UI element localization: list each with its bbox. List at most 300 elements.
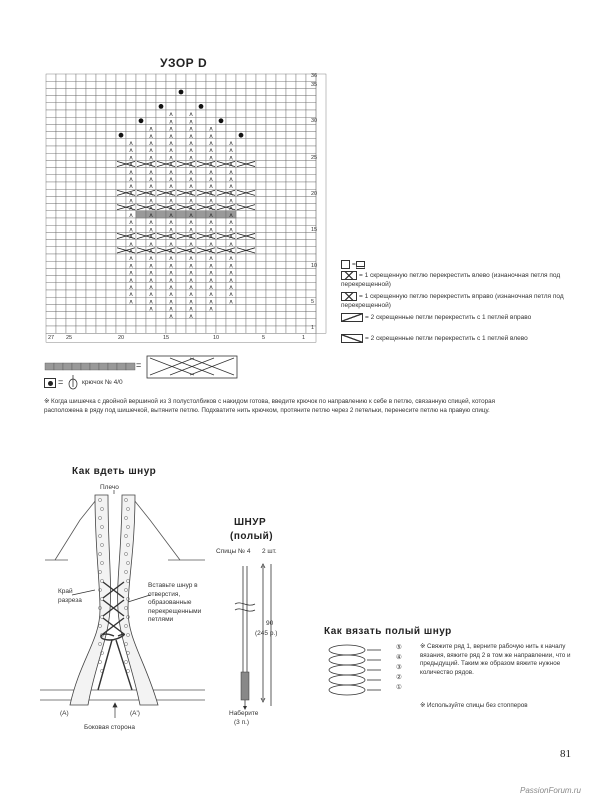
chart-cell: [96, 110, 106, 117]
chart-cell: [56, 319, 66, 326]
chart-cell: [126, 96, 136, 103]
col-label-20: 20: [118, 335, 125, 341]
twisted-stitch-mark: ᴧ: [149, 255, 153, 263]
chart-cell: [216, 319, 226, 326]
chart-cell: [56, 139, 66, 146]
chart-cell: [66, 225, 76, 232]
twisted-stitch-mark: ᴧ: [129, 262, 133, 270]
chart-cell: [66, 74, 76, 81]
chart-cell: [266, 175, 276, 182]
twisted-stitch-mark: ᴧ: [229, 219, 233, 227]
chart-cell: [196, 290, 206, 297]
chart-cell: [96, 81, 106, 88]
chart-cell: [286, 290, 296, 297]
chart-cell: [216, 139, 226, 146]
chart-cell: [66, 103, 76, 110]
chart-cell: [206, 326, 216, 333]
chart-cell: [56, 204, 66, 211]
twisted-stitch-mark: ᴧ: [149, 204, 153, 212]
chart-cell: [136, 168, 146, 175]
chart-cell: [116, 74, 126, 81]
chart-cell: [56, 124, 66, 131]
chart-cell: [66, 283, 76, 290]
chart-cell: [246, 88, 256, 95]
chart-cell: [86, 312, 96, 319]
chart-cell: [276, 319, 286, 326]
chart-cell: [126, 103, 136, 110]
chart-cell: [306, 175, 316, 182]
twisted-stitch-mark: ᴧ: [209, 219, 213, 227]
gray-cell: [196, 211, 206, 218]
chart-cell: [66, 117, 76, 124]
chart-cell: [246, 268, 256, 275]
chart-cell: [276, 254, 286, 261]
chart-cell: [76, 103, 86, 110]
chart-cell: [296, 124, 306, 131]
chart-cell: [106, 319, 116, 326]
chart-cell: [236, 240, 246, 247]
chart-cell: [236, 225, 246, 232]
chart-cell: [76, 283, 86, 290]
twisted-stitch-mark: ᴧ: [149, 248, 153, 255]
chart-cell: [116, 117, 126, 124]
chart-cell: [306, 182, 316, 189]
twisted-stitch-mark: ᴧ: [169, 176, 173, 183]
band-cell: [45, 363, 54, 370]
chart-cell: [286, 326, 296, 333]
chart-cell: [76, 160, 86, 167]
chart-cell: [196, 240, 206, 247]
chart-cell: [96, 204, 106, 211]
chart-cell: [266, 319, 276, 326]
chart-cell: [236, 290, 246, 297]
chart-cell: [116, 319, 126, 326]
chart-cell: [286, 139, 296, 146]
chart-cell: [226, 110, 236, 117]
twisted-stitch-mark: ᴧ: [189, 255, 193, 263]
legend-eq: =: [352, 261, 356, 269]
chart-cell: [296, 139, 306, 146]
chart-cell: [236, 88, 246, 95]
chart-cell: [86, 175, 96, 182]
chart-cell: [176, 326, 186, 333]
chart-cell: [236, 312, 246, 319]
chart-cell: [136, 304, 146, 311]
chart-cell: [276, 175, 286, 182]
chart-cell: [286, 168, 296, 175]
twisted-stitch-mark: ᴧ: [169, 305, 173, 313]
chart-cell: [286, 304, 296, 311]
chart-cell: [126, 326, 136, 333]
twisted-stitch-mark: ᴧ: [129, 154, 133, 162]
twisted-stitch-mark: ᴧ: [209, 190, 213, 198]
chart-cell: [216, 312, 226, 319]
chart-cell: [266, 276, 276, 283]
chart-cell: [86, 196, 96, 203]
chart-cell: [286, 312, 296, 319]
chart-cell: [56, 103, 66, 110]
chart-cell: [196, 276, 206, 283]
row-label-25: 25: [311, 155, 318, 161]
twisted-stitch-mark: ᴧ: [209, 183, 213, 191]
twisted-stitch-mark: ᴧ: [169, 291, 173, 299]
twisted-stitch-mark: ᴧ: [129, 168, 133, 176]
twisted-stitch-mark: ᴧ: [129, 176, 133, 183]
chart-cell: [256, 168, 266, 175]
cord-cast-on-count: (3 п.): [234, 719, 250, 726]
chart-cell: [306, 312, 316, 319]
twisted-stitch-mark: ᴧ: [229, 248, 233, 255]
chart-cell: [66, 211, 76, 218]
chart-cell: [236, 297, 246, 304]
twisted-stitch-mark: ᴧ: [209, 226, 213, 234]
hollow-row-2: ②: [396, 674, 402, 681]
chart-cell: [276, 290, 286, 297]
hollow-row-4: ④: [396, 654, 402, 661]
chart-cell: [156, 182, 166, 189]
chart-cell: [206, 103, 216, 110]
chart-cell: [276, 81, 286, 88]
chart-cell: [306, 103, 316, 110]
chart-cell: [126, 312, 136, 319]
chart-cell: [86, 153, 96, 160]
chart-cell: [76, 96, 86, 103]
twisted-stitch-mark: ᴧ: [169, 312, 173, 320]
twisted-stitch-mark: ᴧ: [169, 183, 173, 191]
chart-cell: [136, 74, 146, 81]
twisted-stitch-mark: ᴧ: [189, 219, 193, 227]
chart-cell: [276, 261, 286, 268]
row-label-36: 36: [311, 73, 318, 79]
chart-cell: [266, 283, 276, 290]
chart-cell: [106, 153, 116, 160]
chart-cell: [306, 290, 316, 297]
chart-cell: [156, 283, 166, 290]
chart-cell: [256, 283, 266, 290]
twisted-stitch-mark: ᴧ: [169, 255, 173, 263]
chart-cell: [66, 88, 76, 95]
twisted-stitch-mark: ᴧ: [229, 147, 233, 155]
chart-cell: [116, 326, 126, 333]
twisted-stitch-mark: ᴧ: [189, 140, 193, 147]
twisted-stitch-mark: ᴧ: [149, 226, 153, 234]
chart-cell: [76, 88, 86, 95]
twisted-stitch-mark: ᴧ: [209, 276, 213, 284]
chart-cell: [86, 326, 96, 333]
chart-cell: [276, 96, 286, 103]
chart-cell: [266, 268, 276, 275]
chart-cell: [256, 211, 266, 218]
chart-cell: [46, 276, 56, 283]
chart-cell: [126, 319, 136, 326]
chart-cell: [146, 110, 156, 117]
chart-cell: [256, 182, 266, 189]
chart-cell: [46, 196, 56, 203]
chart-cell: [136, 283, 146, 290]
twisted-stitch-mark: ᴧ: [129, 197, 133, 205]
chart-cell: [56, 196, 66, 203]
chart-cell: [296, 290, 306, 297]
chart-cell: [176, 319, 186, 326]
knitting-chart: [40, 72, 330, 347]
band-cell: [108, 363, 117, 370]
chart-cell: [76, 225, 86, 232]
chart-cell: [306, 247, 316, 254]
chart-cell: [76, 175, 86, 182]
chart-cell: [106, 326, 116, 333]
chart-cell: [246, 304, 256, 311]
chart-cell: [246, 254, 256, 261]
twisted-stitch-mark: ᴧ: [129, 204, 133, 212]
chart-cell: [106, 204, 116, 211]
chart-cell: [246, 297, 256, 304]
twisted-stitch-mark: ᴧ: [169, 233, 173, 241]
twisted-stitch-mark: ᴧ: [169, 219, 173, 227]
chart-cell: [106, 88, 116, 95]
chart-cell: [66, 268, 76, 275]
chart-cell: [136, 96, 146, 103]
chart-cell: [136, 240, 146, 247]
chart-cell: [86, 232, 96, 239]
twisted-stitch-mark: ᴧ: [129, 219, 133, 227]
chart-cell: [136, 290, 146, 297]
twisted-stitch-mark: ᴧ: [169, 284, 173, 291]
chart-cell: [226, 312, 236, 319]
twisted-stitch-mark: ᴧ: [229, 154, 233, 162]
chart-cell: [46, 160, 56, 167]
chart-cell: [166, 81, 176, 88]
twisted-stitch-mark: ᴧ: [209, 291, 213, 299]
twisted-stitch-mark: ᴧ: [189, 111, 193, 119]
col-label-10: 10: [213, 335, 220, 341]
twisted-stitch-mark: ᴧ: [189, 291, 193, 299]
chart-cell: [196, 304, 206, 311]
chart-cell: [176, 182, 186, 189]
chart-cell: [196, 261, 206, 268]
chart-cell: [196, 319, 206, 326]
chart-cell: [266, 297, 276, 304]
twisted-stitch-mark: ᴧ: [129, 212, 133, 219]
cross-right-symbol: [341, 292, 357, 301]
bobble-mark: [219, 118, 224, 123]
chart-cell: [96, 168, 106, 175]
chart-cell: [136, 268, 146, 275]
twisted-stitch-mark: ᴧ: [209, 262, 213, 270]
chart-cell: [176, 268, 186, 275]
chart-cell: [46, 146, 56, 153]
chart-cell: [166, 88, 176, 95]
chart-cell: [216, 132, 226, 139]
chart-cell: [266, 110, 276, 117]
chart-cell: [296, 232, 306, 239]
twisted-stitch-mark: ᴧ: [149, 284, 153, 291]
chart-cell: [306, 211, 316, 218]
twisted-stitch-mark: ᴧ: [209, 154, 213, 162]
chart-cell: [266, 74, 276, 81]
chart-cell: [256, 304, 266, 311]
chart-cell: [196, 88, 206, 95]
chart-cell: [116, 196, 126, 203]
cross-left-symbol: [341, 271, 357, 280]
chart-cell: [66, 196, 76, 203]
chart-cell: [46, 204, 56, 211]
twisted-stitch-mark: ᴧ: [149, 190, 153, 198]
twisted-stitch-mark: ᴧ: [189, 147, 193, 155]
band-cell: [90, 363, 99, 370]
chart-cell: [46, 312, 56, 319]
band-cell: [99, 363, 108, 370]
chart-cell: [296, 96, 306, 103]
chart-cell: [146, 96, 156, 103]
chart-cell: [156, 261, 166, 268]
chart-cell: [206, 96, 216, 103]
twisted-stitch-mark: ᴧ: [129, 183, 133, 191]
chart-cell: [246, 124, 256, 131]
chart-cell: [106, 175, 116, 182]
chart-cell: [56, 160, 66, 167]
crochet-label: крючок № 4/0: [82, 379, 123, 386]
chart-cell: [196, 196, 206, 203]
chart-cell: [276, 160, 286, 167]
twisted-stitch-mark: ᴧ: [189, 233, 193, 241]
chart-cell: [276, 74, 286, 81]
chart-cell: [266, 225, 276, 232]
chart-cell: [66, 110, 76, 117]
chart-cell: [296, 117, 306, 124]
twisted-stitch-mark: ᴧ: [229, 212, 233, 219]
chart-cell: [206, 312, 216, 319]
chart-cell: [56, 247, 66, 254]
chart-cell: [296, 304, 306, 311]
chart-cell: [136, 326, 146, 333]
chart-cell: [56, 132, 66, 139]
chart-cell: [76, 326, 86, 333]
chart-cell: [296, 261, 306, 268]
chart-cell: [246, 276, 256, 283]
chart-cell: [46, 132, 56, 139]
twisted-stitch-mark: ᴧ: [229, 140, 233, 147]
chart-cell: [56, 304, 66, 311]
chart-cell: [266, 326, 276, 333]
chart-cell: [276, 204, 286, 211]
chart-cell: [266, 168, 276, 175]
twisted-stitch-mark: ᴧ: [189, 161, 193, 169]
chart-cell: [256, 124, 266, 131]
chart-cell: [46, 103, 56, 110]
chart-cell: [66, 240, 76, 247]
twisted-stitch-mark: ᴧ: [149, 176, 153, 183]
chart-cell: [76, 297, 86, 304]
chart-cell: [276, 268, 286, 275]
chart-cell: [76, 268, 86, 275]
hollow-title: Как вязать полый шнур: [324, 626, 452, 637]
chart-cell: [256, 175, 266, 182]
chart-cell: [196, 81, 206, 88]
chart-cell: [216, 153, 226, 160]
chart-cell: [66, 182, 76, 189]
chart-cell: [256, 240, 266, 247]
chart-cell: [296, 254, 306, 261]
chart-cell: [306, 96, 316, 103]
chart-cell: [306, 160, 316, 167]
chart-cell: [246, 175, 256, 182]
chart-cell: [286, 74, 296, 81]
chart-cell: [296, 196, 306, 203]
insert-label: Вставьте шнур в отверстия, образованные перекрещенными петлями: [148, 582, 202, 623]
chart-cell: [46, 218, 56, 225]
chart-cell: [136, 175, 146, 182]
chart-cell: [76, 81, 86, 88]
chart-cell: [86, 110, 96, 117]
chart-cell: [46, 139, 56, 146]
chart-cell: [226, 103, 236, 110]
chart-cell: [46, 304, 56, 311]
chart-cell: [286, 153, 296, 160]
twisted-stitch-mark: ᴧ: [189, 190, 193, 198]
chart-cell: [236, 196, 246, 203]
chart-cell: [296, 326, 306, 333]
chart-cell: [206, 74, 216, 81]
placket-hole: [124, 660, 127, 663]
twisted-stitch-mark: ᴧ: [189, 298, 193, 306]
chart-cell: [266, 153, 276, 160]
chart-cell: [296, 153, 306, 160]
chart-cell: [196, 312, 206, 319]
chart-cell: [256, 312, 266, 319]
chart-cell: [286, 276, 296, 283]
chart-cell: [176, 103, 186, 110]
twisted-stitch-mark: ᴧ: [149, 125, 153, 133]
twisted-stitch-mark: ᴧ: [209, 298, 213, 306]
bobble-mark: [119, 133, 124, 138]
chart-cell: [306, 304, 316, 311]
chart-cell: [156, 175, 166, 182]
chart-cell: [86, 204, 96, 211]
chart-cell: [296, 240, 306, 247]
chart-cell: [236, 81, 246, 88]
twisted-stitch-mark: ᴧ: [209, 147, 213, 155]
twisted-stitch-mark: ᴧ: [129, 226, 133, 234]
chart-cell: [286, 189, 296, 196]
chart-cell: [246, 283, 256, 290]
chart-cell: [246, 96, 256, 103]
twisted-stitch-mark: ᴧ: [169, 298, 173, 306]
chart-cell: [296, 297, 306, 304]
twisted-stitch-mark: ᴧ: [169, 111, 173, 119]
twisted-stitch-mark: ᴧ: [209, 233, 213, 241]
chart-cell: [306, 268, 316, 275]
chart-cell: [286, 211, 296, 218]
twisted-stitch-mark: ᴧ: [129, 248, 133, 255]
chart-cell: [176, 81, 186, 88]
chart-cell: [96, 132, 106, 139]
chart-cell: [296, 218, 306, 225]
twisted-stitch-mark: ᴧ: [189, 240, 193, 248]
crochet-hook-icon: [67, 374, 79, 390]
cord-cast-on: Наберите: [229, 710, 259, 717]
twisted-stitch-mark: ᴧ: [169, 248, 173, 255]
chart-cell: [296, 204, 306, 211]
twisted-stitch-mark: ᴧ: [169, 276, 173, 284]
chart-cell: [156, 124, 166, 131]
chart-cell: [216, 240, 226, 247]
chart-cell: [226, 81, 236, 88]
chart-cell: [46, 88, 56, 95]
chart-cell: [76, 74, 86, 81]
chart-cell: [106, 304, 116, 311]
chart-cell: [176, 218, 186, 225]
chart-cell: [246, 326, 256, 333]
